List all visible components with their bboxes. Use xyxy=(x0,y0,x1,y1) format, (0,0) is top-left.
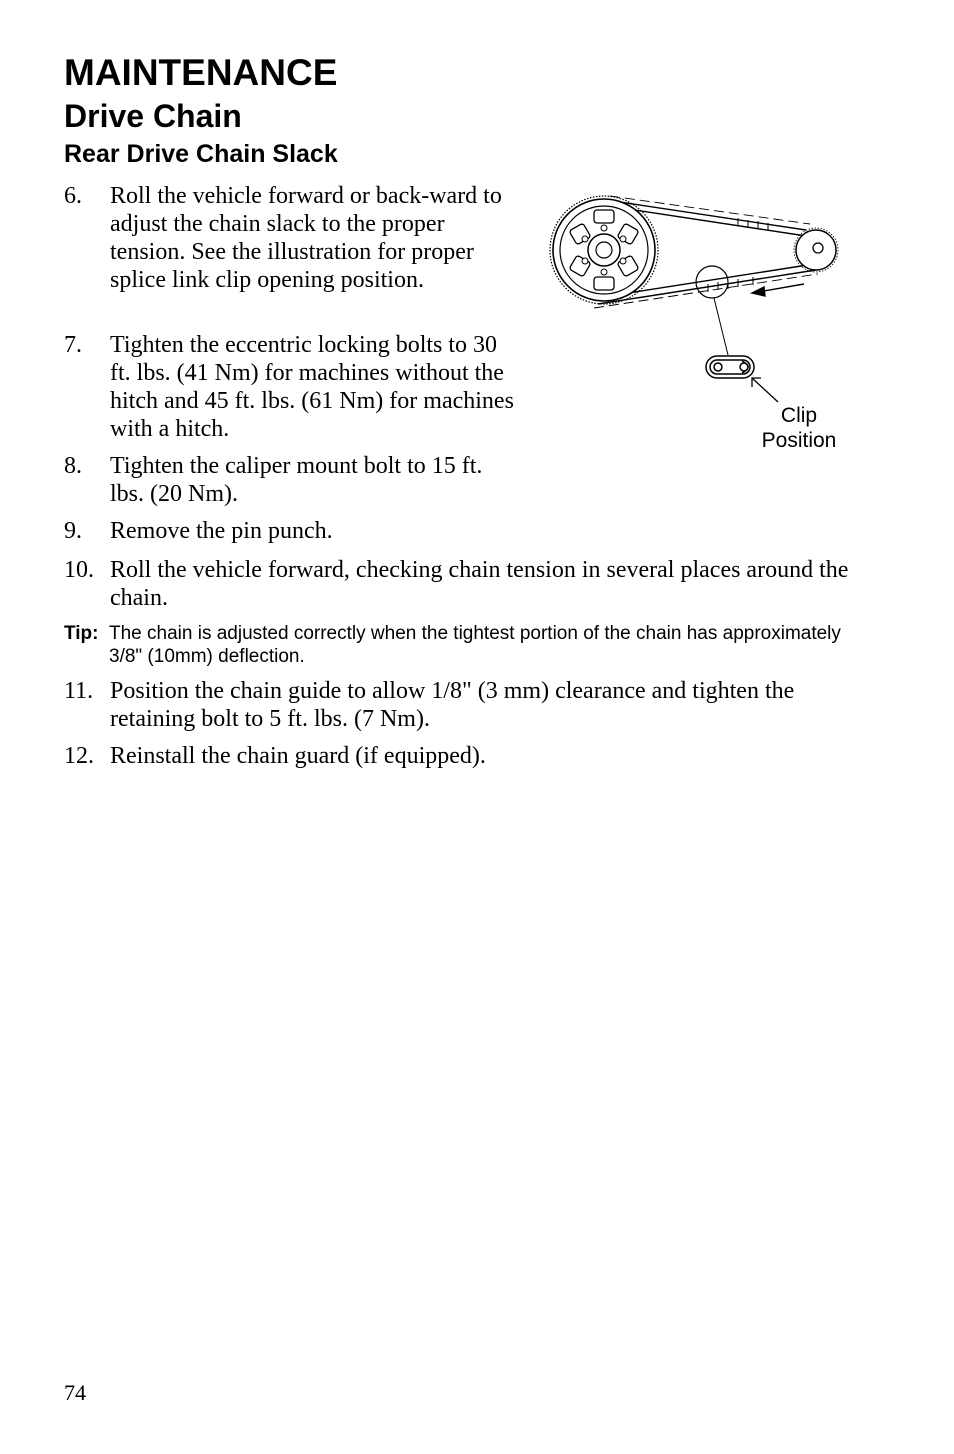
step-8 xyxy=(64,452,514,508)
step-10 xyxy=(64,556,864,612)
clip-label: Clip xyxy=(780,404,818,427)
drive-chain-illustration xyxy=(548,190,848,460)
step-text: Remove the pin punch. xyxy=(110,518,333,544)
step-number: 11. xyxy=(64,678,94,704)
step-text: Reinstall the chain guard (if equipped). xyxy=(110,743,486,769)
rear-sprocket xyxy=(550,196,658,304)
splice-link-clip xyxy=(706,356,754,378)
tip-label: Tip: xyxy=(64,623,99,644)
step-number: 9. xyxy=(64,518,82,544)
step-9 xyxy=(64,517,864,545)
step-text: Position the chain guide to allow 1/8" (3 mm) clearance and tighten the retaining bolt to 5 ft. lbs. (7 Nm). xyxy=(110,678,795,732)
step-text: Roll the vehicle forward, checking chain tension in several places around the chain. xyxy=(110,557,849,611)
step-number: 8. xyxy=(64,453,82,479)
page-title: Drive Chain xyxy=(64,98,242,134)
step-7 xyxy=(64,331,514,443)
tip-note xyxy=(64,622,854,668)
subsection-heading: Rear Drive Chain Slack xyxy=(64,140,338,168)
step-6 xyxy=(64,182,514,294)
page-number: 74 xyxy=(64,1380,86,1405)
step-number: 10. xyxy=(64,557,94,583)
section-heading: MAINTENANCE xyxy=(64,52,338,93)
position-label: Position xyxy=(761,429,837,452)
step-text: Tighten the caliper mount bolt to 15 ft. lbs. (20 Nm). xyxy=(110,453,483,507)
step-number: 12. xyxy=(64,743,94,769)
step-number: 7. xyxy=(64,332,82,358)
step-12 xyxy=(64,742,884,770)
step-number: 6. xyxy=(64,183,82,209)
step-text: Roll the vehicle forward or back-ward to adjust the chain slack to the proper tension. See the illustration for proper splice link clip opening position. xyxy=(110,183,502,293)
step-11 xyxy=(64,677,884,733)
direction-arrow-icon xyxy=(752,284,804,296)
tip-text: The chain is adjusted correctly when the tightest portion of the chain has approximately 3/8" (10mm) deflection. xyxy=(109,623,841,667)
clip-pointer-arrow-icon xyxy=(752,378,778,402)
step-text: Tighten the eccentric locking bolts to 30 ft. lbs. (41 Nm) for machines without the hitch and 45 ft. lbs. (61 Nm) for machines with a hitch. xyxy=(110,332,514,442)
